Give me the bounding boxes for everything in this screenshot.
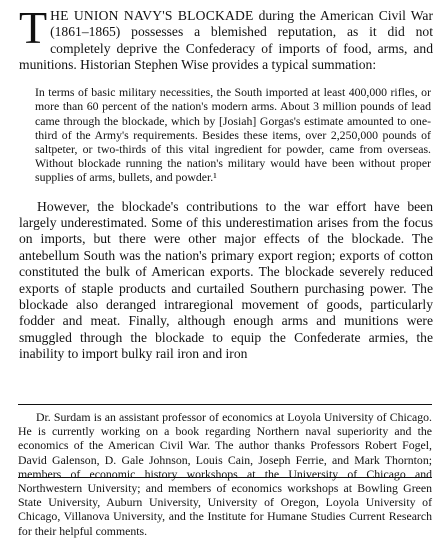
body-paragraph: However, the blockade's contributions to the war effort have been largely underestimated. Some of this underestimation arises from the focus on imports, but there were other major effects of the blockade. The antebellum South was the nation's primary export region; exports of cotton constituted the bulk of American exports. The blockade severely reduced exports of staple products and curtailed Southern purchasing power. The blockade also deranged intraregional movement of goods, particularly fodder and meat. Finally, although enough arms and munitions were smuggled through the blockade to equip the Confederate armies, the inability to import bulky rail iron and iron	[19, 198, 433, 362]
drop-cap: T	[19, 2, 48, 53]
intro-text: during the American Civil War (1861–1865) possesses a blemished reputation, as it did not completely deprive the Confederacy of imports of food, arms, and munitions. Historian Stephen Wise provides a typical summation:	[19, 8, 433, 72]
intro-lead-caps: HE UNION NAVY'S BLOCKADE	[50, 8, 254, 23]
author-footnote: Dr. Surdam is an assistant professor of economics at Loyola University of Chicago. He is currently working on a book regarding Northern naval superiority and the economics of the American Civil War. The author thanks Professors Robert Fogel, David Galenson, D. Gale Johnson, Louis Cain, Joseph Ferrie, and Mark Thornton; members of economic history workshops at the University of Chicago and Northwestern University; and members of economics workshops at Bowling Green State University, Auburn University, University of Oregon, Loyola University of Chicago, Villanova University, and the Institute for Humane Studies Current Research for their helpful comments.	[18, 410, 432, 538]
footnote-bottom-rule	[18, 477, 432, 478]
article-page	[19, 2, 433, 363]
footnote-top-rule	[18, 404, 432, 405]
block-quote: In terms of basic military necessities, the South imported at least 400,000 rifles, or more than 60 percent of the nation's modern arms. About 3 million pounds of lead came through the blockade, which by [Josiah] Gorgas's estimate amounted to one-third of the Army's requirements. Besides these items, over 2,250,000 pounds of saltpeter, or two-thirds of this vital ingredient for powder, came from overseas. Without blockade running the nation's military would have been without proper supplies of arms, bullets, and powder.¹	[35, 85, 431, 185]
intro-paragraph	[19, 2, 433, 73]
